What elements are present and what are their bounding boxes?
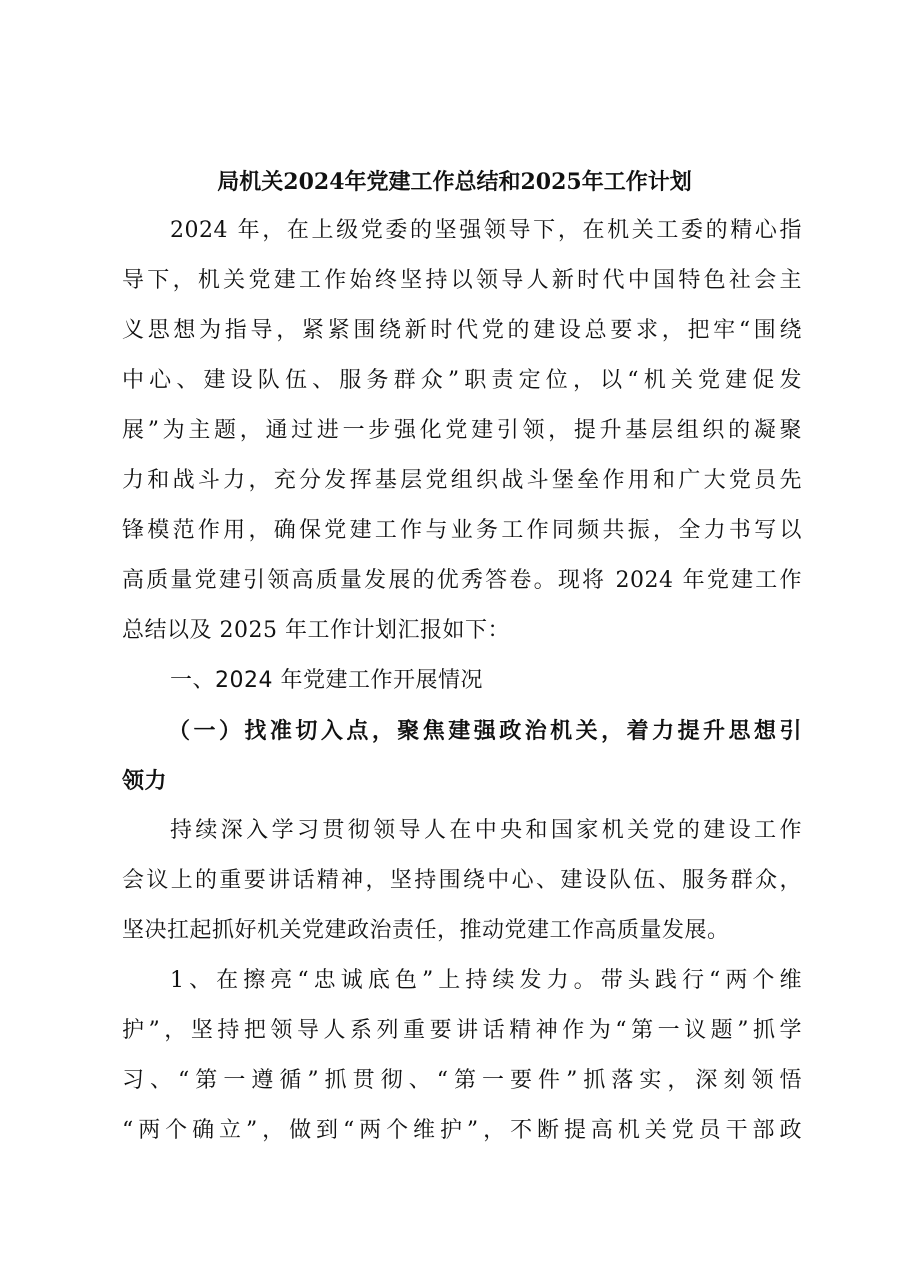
body-line: 习、“第一遵循”抓贯彻、“第一要件”抓落实，深刻领悟 [122,1068,802,1093]
intro-line: 义思想为指导，紧紧围绕新时代党的建设总要求，把牢“围绕 [122,318,802,343]
intro-line: 2024 年，在上级党委的坚强领导下，在机关工委的精心指 [170,218,802,243]
body-line: 坚决扛起抓好机关党建政治责任，推动党建工作高质量发展。 [122,918,730,943]
body-line: 会议上的重要讲话精神，坚持围绕中心、建设队伍、服务群众， [122,868,802,893]
section-heading: 一、2024 年党建工作开展情况 [170,668,483,693]
intro-line: 锋模范作用，确保党建工作与业务工作同频共振，全力书写以 [122,518,802,543]
subsection-heading: （一）找准切入点，聚焦建强政治机关，着力提升思想引 [168,718,802,744]
intro-line: 导下，机关党建工作始终坚持以领导人新时代中国特色社会主 [122,268,802,293]
body-line: 持续深入学习贯彻领导人在中央和国家机关党的建设工作 [170,818,802,843]
intro-line: 中心、建设队伍、服务群众”职责定位，以“机关党建促发 [122,368,802,393]
intro-line: 总结以及 2025 年工作计划汇报如下： [122,618,510,643]
body-line: “两个确立”，做到“两个维护”，不断提高机关党员干部政 [122,1118,802,1143]
body-line: 护”，坚持把领导人系列重要讲话精神作为“第一议题”抓学 [122,1018,802,1043]
intro-line: 力和战斗力，充分发挥基层党组织战斗堡垒作用和广大党员先 [122,468,802,493]
intro-line: 展”为主题，通过进一步强化党建引领，提升基层组织的凝聚 [122,418,802,443]
subsection-heading: 领力 [122,768,168,794]
body-line: 1、在擦亮“忠诚底色”上持续发力。带头践行“两个维 [170,968,802,993]
intro-line: 高质量党建引领高质量发展的优秀答卷。现将 2024 年党建工作 [122,568,802,593]
document-title: 局机关2024年党建工作总结和2025年工作计划 [217,169,692,195]
